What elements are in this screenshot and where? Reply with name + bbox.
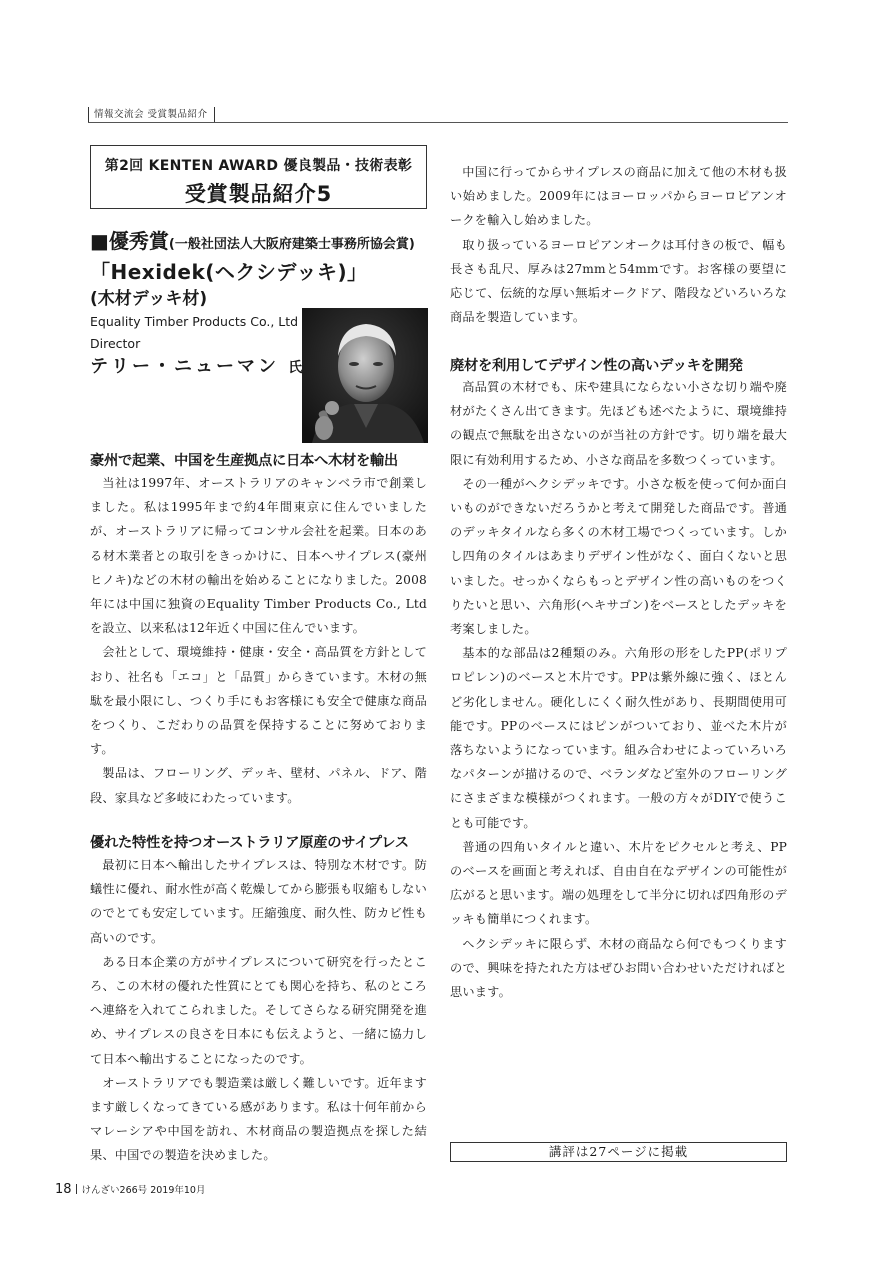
paragraph: 会社として、環境維持・健康・安全・高品質を方針としており、社名も「エコ」と「品質」からきています。木材の無駄を最小限にし、つくり手にもお客様にも安全で健康な商品をつくり、こだわりの品質を保持することに努めております。 (90, 645, 427, 757)
header-label: 情報交流会 受賞製品紹介 (88, 107, 215, 122)
title-subtitle: 第2回 KENTEN AWARD 優良製品・技術表彰 (104, 158, 413, 174)
person-honorific: 氏 (288, 360, 303, 376)
section-heading-1: 豪州で起業、中国を生産拠点に日本へ木材を輸出 (90, 453, 398, 469)
section-2-continued-body (450, 160, 787, 329)
person-name-line (90, 352, 302, 378)
person-title: Director (90, 336, 141, 351)
product-category: (木材デッキ材) (90, 289, 208, 309)
paragraph: オーストラリアでも製造業は厳しく難しいです。近年ますます厳しくなってきている感があります。私は十何年前からマレーシアや中国を訪れ、木材商品の製造拠点を探した結果、中国での製造を決めました。 (90, 1075, 427, 1163)
product-name: 「Hexidek(ヘクシデッキ)」 (90, 260, 368, 284)
title-box (90, 145, 427, 209)
portrait-photo (302, 308, 428, 443)
page-footer (55, 1182, 205, 1197)
section-heading-3: 廃材を利用してデザイン性の高いデッキを開発 (450, 358, 743, 374)
award-name-line (90, 228, 430, 258)
award-sponsor: (一般社団法人大阪府建築士事務所協会賞) (168, 237, 415, 252)
award-block (90, 228, 430, 312)
paragraph: ある日本企業の方がサイプレスについて研究を行ったところ、この木材の優れた性質にとても関心を持ち、私のところへ連絡を入れてこられました。そしてさらなる研究開発を進め、サイプレスの良さを日本にも伝えようと、一緒に協力して日本へ輸出することになったのです。 (90, 954, 427, 1066)
paragraph: その一種がヘクシデッキです。小さな板を使って何か面白いものができないだろうかと考えて開発した商品です。普通のデッキタイルなら多くの木材工場でつくっています。しかし四角のタイルはあまりデザイン性がなく、面白くないと思いました。せっかくならもっとデザイン性の高いものをつくりたいと思い、六角形(ヘキサゴン)をベースとしたデッキを考案しました。 (450, 476, 787, 637)
person-name: テリー・ニューマン (90, 356, 279, 377)
paragraph: 最初に日本へ輸出したサイプレスは、特別な木材です。防蟻性に優れ、耐水性が高く乾燥してから膨張も収縮もしないのでとても安定しています。圧縮強度、耐久性、防カビ性も高いのです。 (90, 858, 427, 945)
review-reference-box: 講評は27ページに掲載 (450, 1142, 787, 1162)
section-2-body (90, 853, 427, 1168)
paragraph: ヘクシデッキに限らず、木材の商品なら何でもつくりますので、興味を持たれた方はぜひお問い合わせいただければと思います。 (450, 936, 787, 1000)
page-number: 18 (55, 1182, 72, 1197)
company-name: Equality Timber Products Co., Ltd (90, 314, 299, 329)
section-header (88, 107, 788, 125)
section-heading-2: 優れた特性を持つオーストラリア原産のサイプレス (90, 835, 409, 851)
paragraph: 製品は、フローリング、デッキ、壁材、パネル、ドア、階段、家具など多岐にわたっています。 (90, 766, 427, 805)
title-main: 受賞製品紹介5 (184, 182, 333, 206)
paragraph: 基本的な部品は2種類のみ。六角形の形をしたPP(ポリプロピレン)のベースと木片です。PPは紫外線に強く、ほとんど劣化しません。硬化しにくく耐久性があり、長期間使用可能です。PPのベースにはピンがついており、並べた木片が落ちないようになっています。組み合わせによっていろいろなパターンが描けるので、ベランダなど室外のフローリングにさまざまな模様がつくれます。一般の方々がDIYで使うことも可能です。 (450, 646, 787, 830)
footer-separator (76, 1184, 77, 1194)
paragraph: 高品質の木材でも、床や建具にならない小さな切り端や廃材がたくさん出てきます。先ほども述べたように、環境維持の観点で無駄を出さないのが当社の方針です。切り端を最大限に有効利用するため、小さな商品を多数つくっています。 (450, 380, 787, 467)
section-1-body (90, 471, 427, 810)
header-rule (88, 122, 788, 123)
paragraph: 中国に行ってからサイプレスの商品に加えて他の木材も扱い始めました。2009年にはヨーロッパからヨーロピアンオークを輸入し始めました。 (450, 165, 787, 228)
section-3-body (450, 375, 787, 1004)
issue-info: けんざい266号 2019年10月 (81, 1185, 206, 1196)
portrait-illustration (302, 308, 428, 443)
paragraph: 当社は1997年、オーストラリアのキャンベラ市で創業しました。私は1995年まで約4年間東京に住んでいましたが、オーストラリアに帰ってコンサル会社を起業。日本のある材木業者との取引をきっかけに、日本へサイプレス(豪州ヒノキ)などの木材の輸出を始めることになりました。2008年には中国に独資のEquality Timber Products Co., Ltdを設立、以来私は12年近く中国に住んでいます。 (90, 476, 427, 636)
paragraph: 普通の四角いタイルと違い、木片をピクセルと考え、PPのベースを画面と考えれば、自由自在なデザインの可能性が広がると思います。端の処理をして半分に切れば四角形のデッキも簡単につくれます。 (450, 839, 787, 927)
award-name: ■優秀賞 (90, 229, 169, 253)
paragraph: 取り扱っているヨーロピアンオークは耳付きの板で、幅も長さも乱尺、厚みは27mmと54mmです。お客様の要望に応じて、伝統的な厚い無垢オークドア、階段などいろいろな商品を製造しています。 (450, 237, 787, 325)
